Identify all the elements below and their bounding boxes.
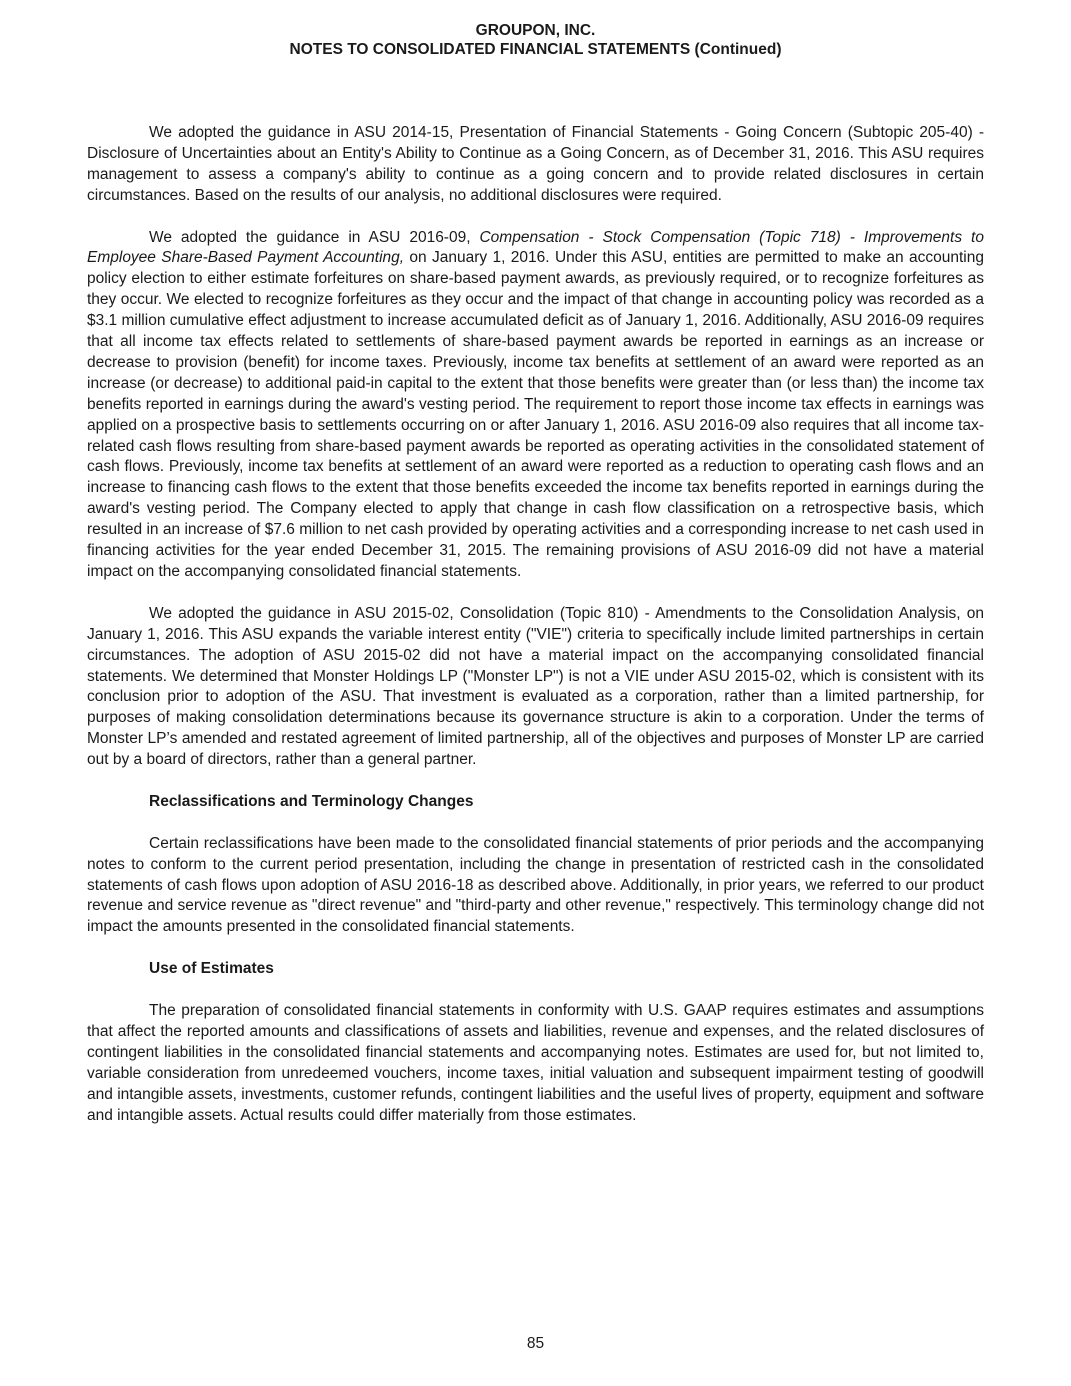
asu-title-italic: Compensation - Stock Compensation (Topic 718) - Improvements to Employee Share-Based Payment Accounting, [87, 228, 984, 267]
page-header [0, 21, 1071, 59]
section-heading-estimates: Use of Estimates [149, 960, 274, 978]
paragraph-body-text: on January 1, 2016. Under this ASU, entities are permitted to make an accounting policy election to either estimate forfeitures on share-based payment awards, as previously required, or to recognize forfeitures as they occur. We elected to recognize forfeitures as they occur and the impact of that change in accounting policy was recorded as a $3.1 million cumulative effect adjustment to increase accumulated deficit as of January 1, 2016. Additionally, ASU 2016-09 requires that all income tax effects related to settlements of share-based payment awards be reported in earnings as an increase or decrease to provision (benefit) for income taxes. Previously, income tax benefits at settlement of an award were reported as an increase (or decrease) to additional paid-in capital to the extent that those benefits were greater than (or less than) the income tax benefits reported in earnings during the award's vesting period. The requirement to report those income tax effects in earnings was applied on a prospective basis to settlements occurring on or after January 1, 2016. ASU 2016-09 also requires that all income tax-related cash flows resulting from share-based payment awards be reported as operating activities in the consolidated statement of cash flows. Previously, income tax benefits at settlement of an award were reported as a reduction to operating cash flows and an increase to financing cash flows to the extent that those benefits exceeded the income tax benefits reported in earnings during the award's vesting period. The Company elected to apply that change in cash flow classification on a retrospective basis, which resulted in an increase of $7.6 million to net cash provided by operating activities and a corresponding increase to net cash used in financing activities for the year ended December 31, 2015. The remaining provisions of ASU 2016-09 did not have a material impact on the accompanying consolidated financial statements. [87, 249, 984, 581]
page-body [87, 123, 984, 1126]
paragraph-asu-2014-15: We adopted the guidance in ASU 2014-15, Presentation of Financial Statements - Going Concern (Subtopic 205-40) - Disclosure of Uncertainties about an Entity's Ability to Continue as a Going Concern, as of December 31, 2016. This ASU requires management to assess a company's ability to continue as a going concern and to provide related disclosures in certain circumstances. Based on the results of our analysis, no additional disclosures were required. [87, 124, 984, 204]
paragraph-reclassifications: Certain reclassifications have been made to the consolidated financial statements of prior periods and the accompanying notes to conform to the current period presentation, including the change in presentation of restricted cash in the consolidated statements of cash flows upon adoption of ASU 2016-18 as described above. Additionally, in prior years, we referred to our product revenue and service revenue as "direct revenue" and "third-party and other revenue," respectively. This terminology change did not impact the amounts presented in the consolidated financial statements. [87, 834, 984, 936]
page-title: NOTES TO CONSOLIDATED FINANCIAL STATEMENTS (Continued) [289, 41, 782, 58]
paragraph-lead-text: We adopted the guidance in ASU 2016-09, [149, 228, 480, 246]
paragraph-asu-2015-02: We adopted the guidance in ASU 2015-02, Consolidation (Topic 810) - Amendments to the Consolidation Analysis, on January 1, 2016. This ASU expands the variable interest entity ("VIE") criteria to specifically include limited partnerships in certain circumstances. The adoption of ASU 2015-02 did not have a material impact on the accompanying consolidated financial statements. We determined that Monster Holdings LP ("Monster LP") is not a VIE under ASU 2015-02, which is consistent with its conclusion prior to adoption of the ASU. That investment is evaluated as a corporation, rather than a limited partnership, for purposes of making consolidation determinations because its governance structure is akin to a corporation. Under the terms of Monster LP’s amended and restated agreement of limited partnership, all of the objectives and purposes of Monster LP are carried out by a board of directors, rather than a general partner. [87, 604, 984, 769]
page-number: 85 [526, 1335, 545, 1352]
section-heading-reclassifications: Reclassifications and Terminology Changes [149, 792, 474, 810]
paragraph-asu-2016-09 [87, 228, 984, 583]
paragraph-estimates: The preparation of consolidated financial statements in conformity with U.S. GAAP requires estimates and assumptions that affect the reported amounts and classifications of assets and liabilities, revenue and expenses, and the related disclosures of contingent liabilities in the consolidated financial statements and accompanying notes. Estimates are used for, but not limited to, variable consideration from unredeemed vouchers, income taxes, initial valuation and subsequent impairment testing of goodwill and intangible assets, investments, customer refunds, contingent liabilities and the useful lives of property, equipment and software and intangible assets. Actual results could differ materially from those estimates. [87, 1001, 984, 1124]
company-name: GROUPON, INC. [475, 22, 596, 39]
